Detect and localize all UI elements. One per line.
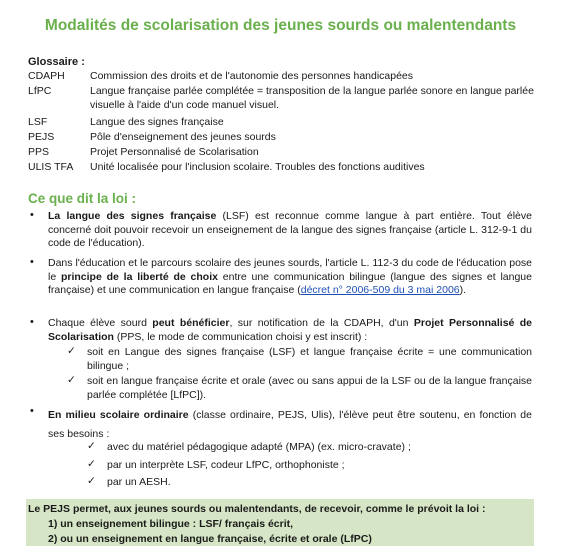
bullet-bold-text: La langue des signes française: [48, 210, 217, 222]
glossary-definition: Langue française parlée complétée = transposition de la langue parlée sonore en langue parlée visuelle à l'aide d'un code manuel visuel.: [90, 85, 534, 111]
glossary-heading: Glossaire :: [28, 56, 85, 68]
glossary-abbr: LfPC: [28, 85, 52, 97]
bullet-icon: •: [30, 316, 34, 328]
bullet-bold-text: En milieu scolaire ordinaire: [48, 409, 189, 421]
check-item: par un AESH.: [107, 476, 171, 488]
check-icon: ✓: [67, 374, 76, 386]
check-item: soit en Langue des signes française (LSF) et langue française écrite = une communication bilingue ;: [87, 346, 532, 372]
bullet-paragraph: [48, 317, 532, 344]
section-heading: Ce que dit la loi :: [28, 191, 137, 206]
bullet-text: entre une communication bilingue (langue des signes et langue française) et une communication en langue française (: [48, 270, 532, 297]
check-icon: ✓: [67, 345, 76, 357]
check-item: avec du matériel pédagogique adapté (MPA) (ex. micro-cravate) ;: [107, 441, 411, 453]
bullet-bold-text: Projet Personnalisé de Scolarisation: [48, 317, 533, 343]
check-item: par un interprète LSF, codeur LfPC, orthophoniste ;: [107, 459, 345, 471]
bullet-text: Chaque élève sourd: [48, 317, 153, 329]
check-icon: ✓: [87, 440, 96, 452]
check-item: soit en langue française écrite et orale (avec ou sans appui de la LSF ou de la langue française parlée complétée [LfPC]).: [87, 375, 532, 401]
glossary-definition: Projet Personnalisé de Scolarisation: [90, 146, 259, 158]
bullet-text: , sur notification de la CDAPH, d'un: [229, 317, 414, 329]
bullet-text: (LSF) est reconnue comme langue à part entière. Tout élève concerné doit pouvoir recevoir un enseignement de la langue des signes française (article L. 312-9-1 du code de l'éducation).: [48, 210, 532, 250]
check-icon: ✓: [87, 458, 96, 470]
bullet-paragraph: [48, 210, 532, 251]
glossary-definition: Commission des droits et de l'autonomie des personnes handicapées: [90, 70, 414, 82]
bullet-bold-text: principe de la liberté de choix: [60, 270, 218, 283]
box-intro: Le PEJS permet, aux jeunes sourds ou malentendants, de recevoir, comme le prévoit la loi :: [28, 503, 486, 515]
bullet-paragraph: [48, 406, 532, 444]
glossary-definition: Pôle d'enseignement des jeunes sourds: [90, 131, 276, 143]
decree-link[interactable]: décret n° 2006-509 du 3 mai 2006: [300, 284, 460, 297]
glossary-abbr: PPS: [28, 146, 50, 158]
glossary-abbr: PEJS: [28, 131, 55, 143]
glossary-definition: Unité localisée pour l'inclusion scolaire. Troubles des fonctions auditives: [90, 161, 425, 173]
bullet-text: ).: [459, 284, 467, 297]
bullet-paragraph: [48, 257, 532, 298]
bullet-text: Dans l'éducation et le parcours scolaire des jeunes sourds, l'article L. 112-3 du code de l'éducation pose le: [48, 257, 532, 283]
page-title: Modalités de scolarisation des jeunes sourds ou malentendants: [44, 17, 517, 34]
bullet-bold-text: peut bénéficier: [152, 317, 230, 329]
glossary-definition: Langue des signes française: [90, 116, 224, 128]
bullet-text: (classe ordinaire, PEJS, Ulis), l'élève peut être soutenu, en fonction de ses besoins :: [48, 409, 532, 440]
box-item: 2) ou un enseignement en langue française, écrite et orale (LfPC): [48, 533, 372, 545]
bullet-text: (PPS, le mode de communication choisi y est inscrit) :: [113, 330, 368, 343]
glossary-abbr: CDAPH: [28, 70, 65, 82]
glossary-abbr: LSF: [28, 116, 48, 128]
bullet-icon: •: [30, 405, 34, 417]
pejs-summary-box: [26, 499, 534, 546]
glossary-abbr: ULIS TFA: [28, 161, 74, 173]
box-item: 1) un enseignement bilingue : LSF/ français écrit,: [48, 518, 294, 530]
bullet-icon: •: [30, 256, 34, 268]
check-icon: ✓: [87, 475, 96, 487]
bullet-icon: •: [30, 209, 34, 221]
